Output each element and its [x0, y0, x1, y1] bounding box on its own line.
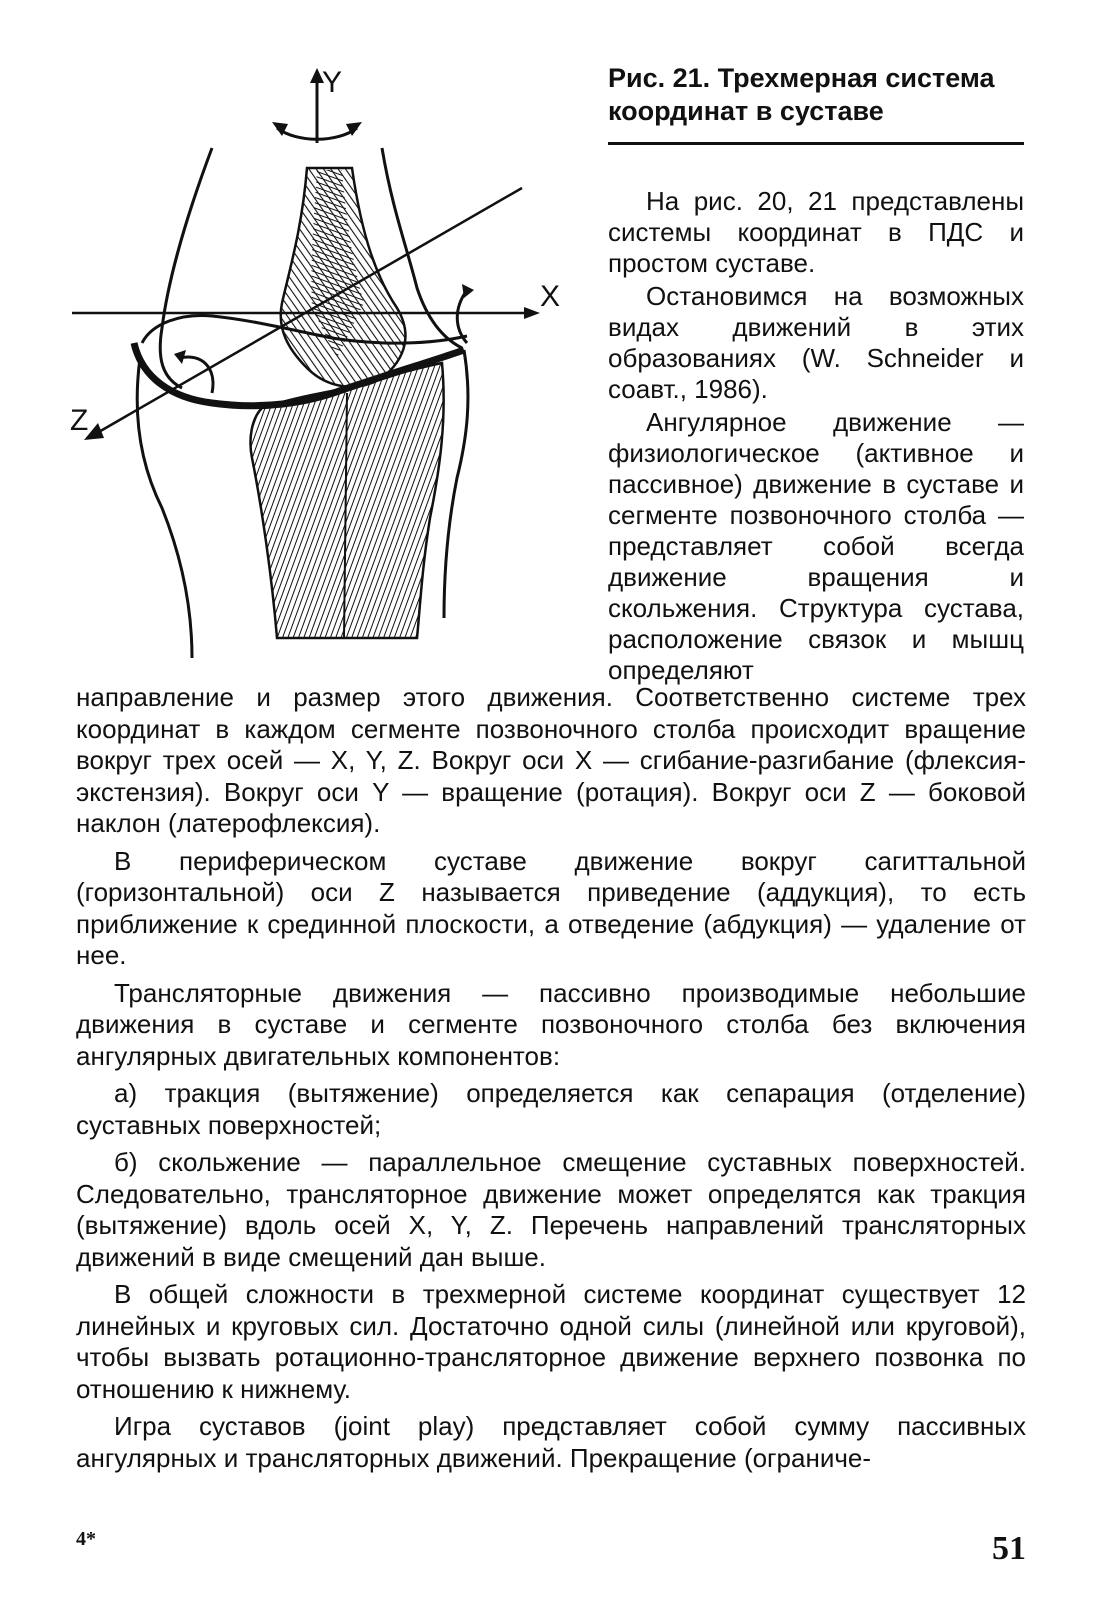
side-column-text: [608, 186, 1024, 686]
side-paragraph: Ангулярное движение — физиологическое (активное и пассивное) движение в суставе и сегменте позвоночного столба — представляет собой всегда движение вращения и скольжения. Структура сустава, расположение связок и мышц определяют: [608, 407, 1024, 685]
body-paragraph: Игра суставов (joint play) представляет собой сумму пассивных ангулярных и трансляторных движений. Прекращение (ограниче-: [76, 1411, 1026, 1473]
side-paragraph: На рис. 20, 21 представлены системы координат в ПДС и простом суставе.: [608, 186, 1024, 278]
lower-bone-outline-left: [137, 358, 192, 658]
axis-label-y: Y: [322, 66, 343, 99]
upper-bone-outline: [160, 148, 212, 388]
side-paragraph: Остановимся на возможных видах движений в этих образованиях (W. Schneider и соавт., 1986).: [608, 281, 1024, 404]
body-paragraph: В общей сложности в трехмерной системе координат существует 12 линейных и круговых сил. Достаточно одной силы (линейной или круговой), чтобы вызвать ротационно-трансляторное движение верхнего позвонка по отношению к нижнему.: [76, 1279, 1026, 1404]
joint-diagram: [62, 58, 582, 678]
main-body-text: [76, 682, 1026, 1480]
signature-mark: 4*: [76, 1528, 96, 1550]
body-paragraph: направление и размер этого движения. Соответственно системе трех координат в каждом сегменте позвоночного столба происходит вращение вокруг трех осей — X, Y, Z. Вокруг оси X — сгибание-разгибание (флексия-экстензия). Вокруг оси Y — вращение (ротация). Вокруг оси Z — боковой наклон (латерофлексия).: [76, 682, 1026, 838]
joint-coordinate-figure: [62, 58, 582, 678]
figure-caption-block: [596, 62, 1024, 145]
axis-label-x: X: [540, 280, 561, 313]
body-paragraph: Трансляторные движения — пассивно производимые небольшие движения в суставе и сегменте позвоночного столба без включения ангулярных двигательных компонентов:: [76, 977, 1026, 1071]
body-paragraph: а) тракция (вытяжение) определяется как сепарация (отделение) суставных поверхностей;: [76, 1078, 1026, 1140]
page-number: 51: [992, 1530, 1026, 1567]
x-axis-arrowhead: [524, 307, 540, 319]
axis-label-z: Z: [70, 404, 89, 437]
body-paragraph: б) скольжение — параллельное смещение суставных поверхностей. Следовательно, трансляторное движение может определятся как тракция (вытяжение) вдоль осей X, Y, Z. Перечень направлений трансляторных движений в виде смещений дан выше.: [76, 1147, 1026, 1272]
figure-caption: Рис. 21. Трехмерная система координат в суставе: [608, 62, 1024, 145]
body-paragraph: В периферическом суставе движение вокруг сагиттальной (горизонтальной) оси Z называется приведение (аддукция), то есть приближение к срединной плоскости, а отведение (абдукция) — удаление от нее.: [76, 845, 1026, 970]
lower-bone-outline-right: [444, 350, 468, 618]
